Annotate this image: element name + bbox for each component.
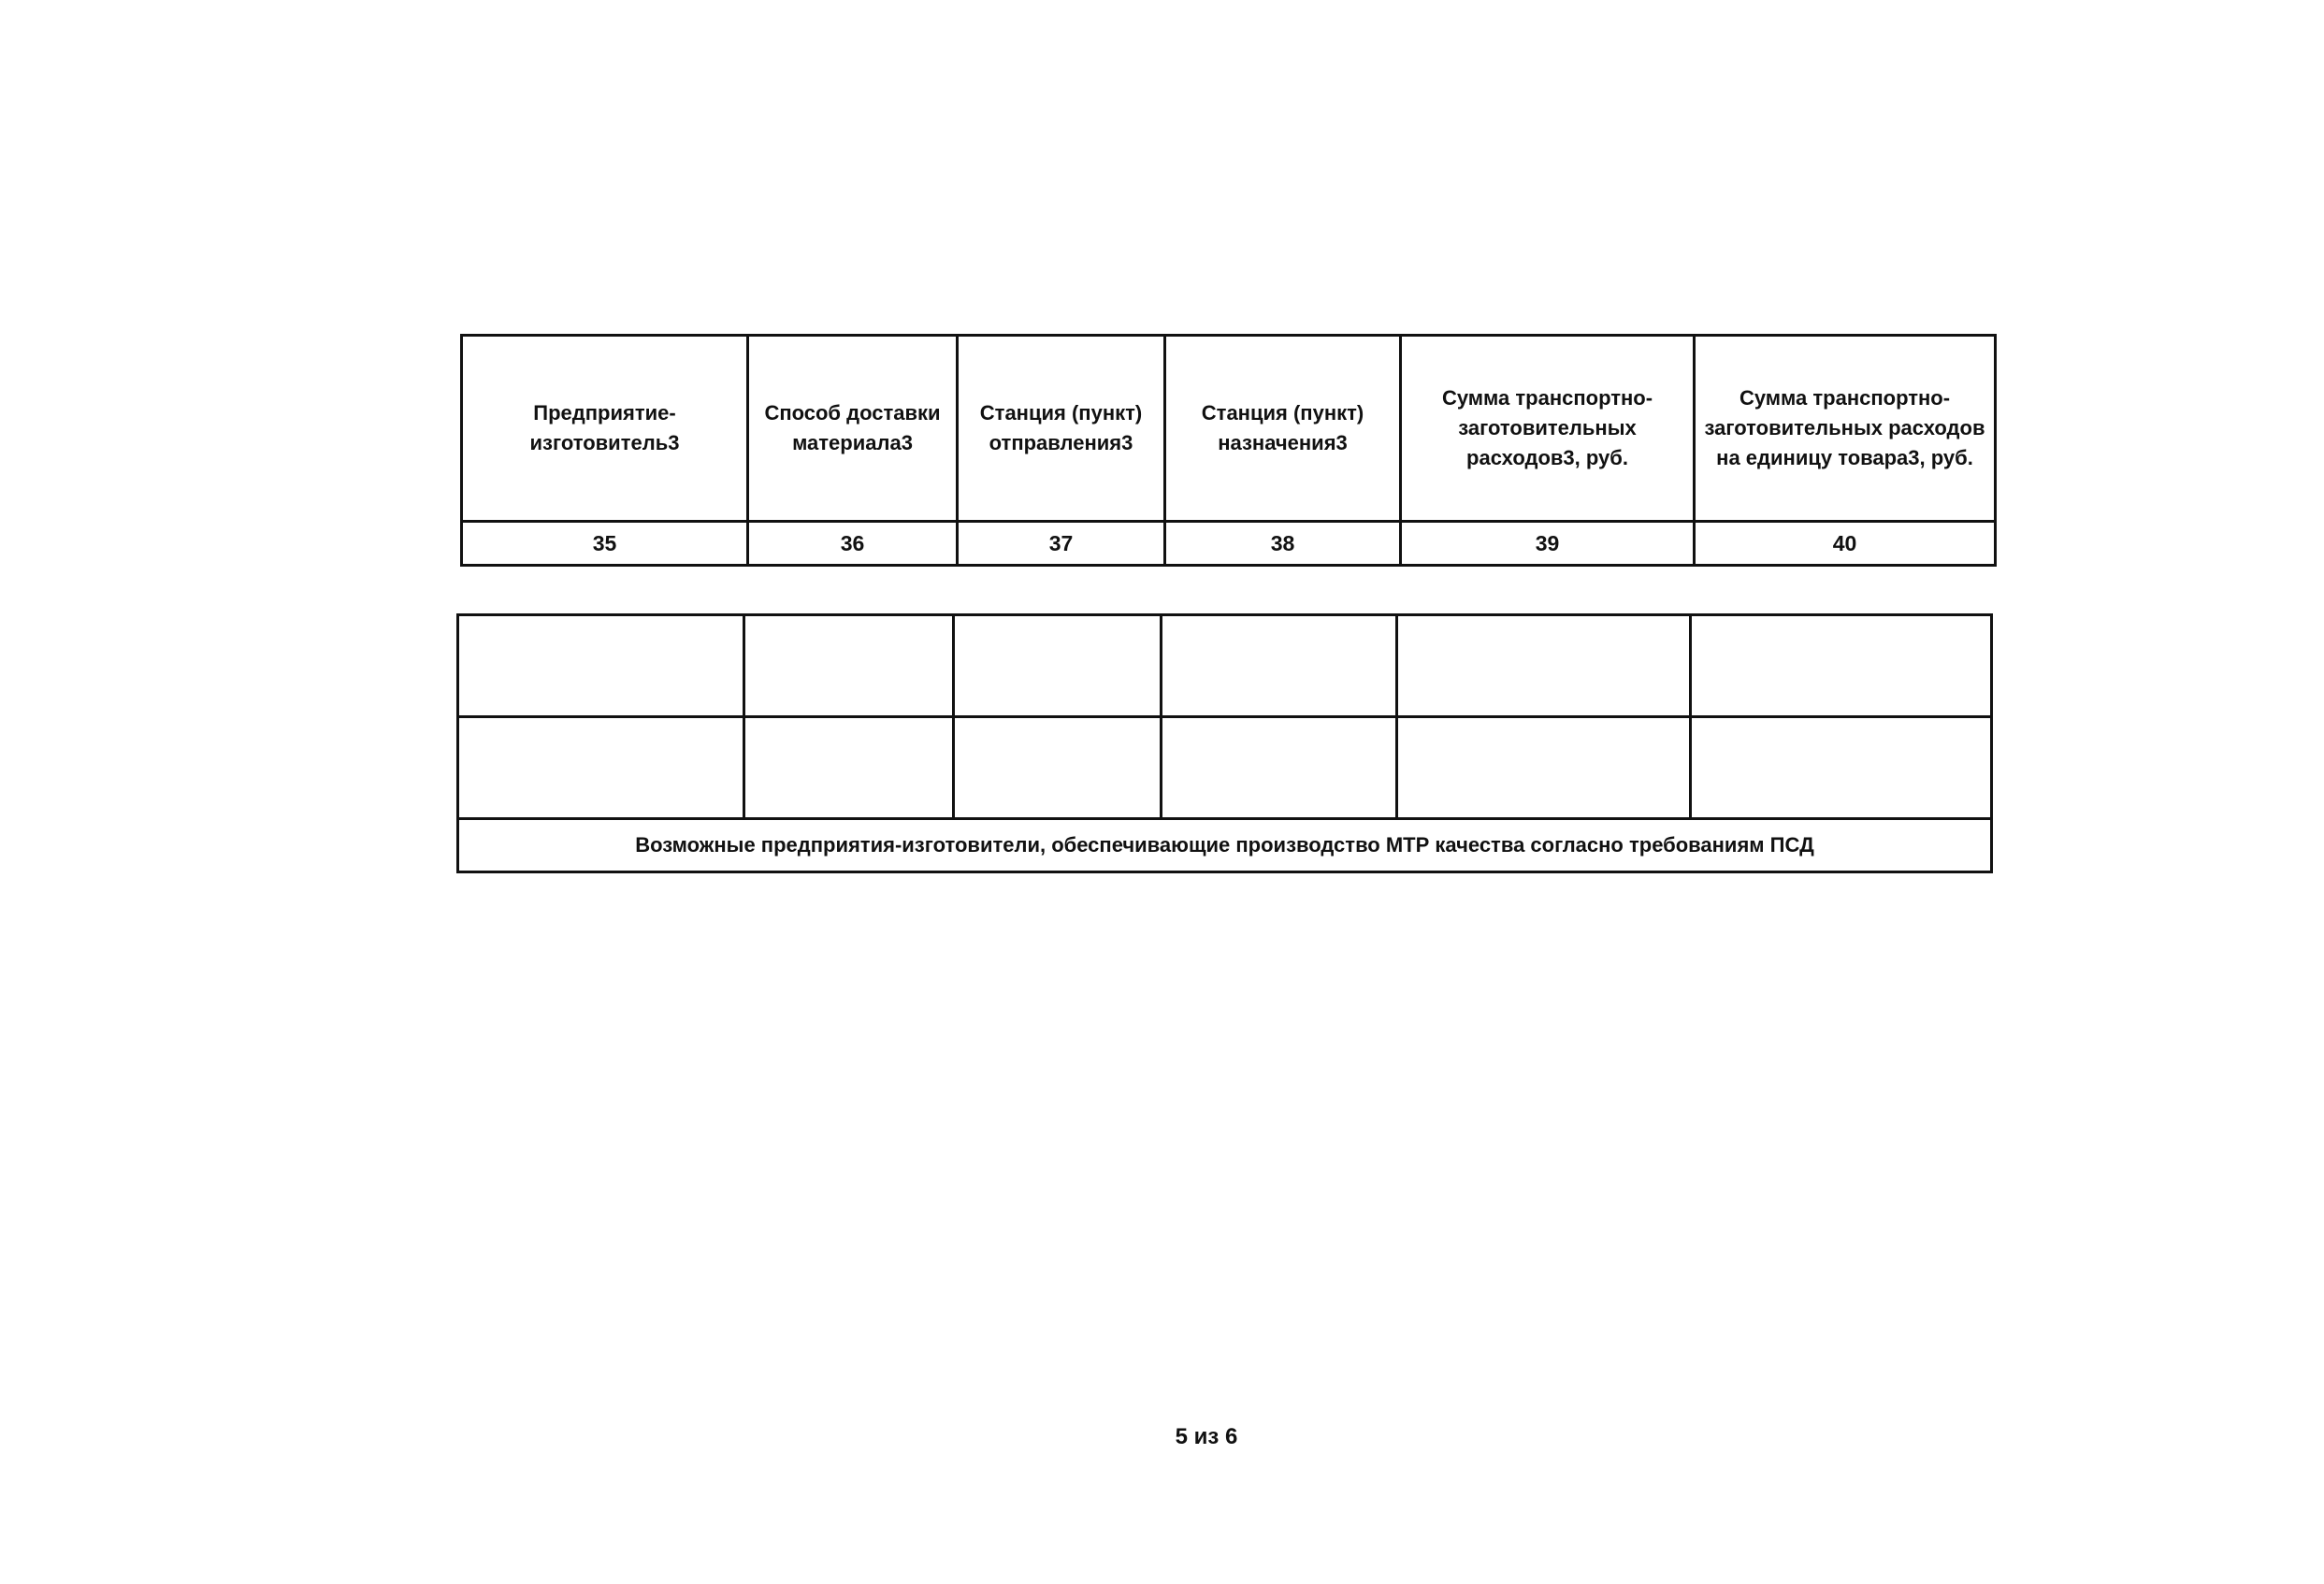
table-cell — [458, 717, 744, 819]
column-number-row — [462, 522, 1996, 566]
column-number: 38 — [1165, 522, 1401, 566]
page-number: 5 из 6 — [1175, 1424, 1238, 1449]
table-cell — [458, 615, 744, 717]
table-cell — [744, 615, 954, 717]
table-cell — [744, 717, 954, 819]
header-cell-manufacturer: Предприятие-изготовитель3 — [462, 336, 748, 522]
header-table — [460, 334, 1997, 567]
table-cell — [1397, 717, 1691, 819]
header-cell-destination-station: Станция (пункт) назначения3 — [1165, 336, 1401, 522]
header-row — [462, 336, 1996, 522]
column-number: 40 — [1695, 522, 1996, 566]
table-row — [458, 615, 1992, 717]
table-cell — [1397, 615, 1691, 717]
table-cell — [1691, 615, 1992, 717]
column-number: 37 — [958, 522, 1165, 566]
table-cell — [1691, 717, 1992, 819]
table-footnote: Возможные предприятия-изготовители, обеспечивающие производство МТР качества согласно требованиям ПСД — [458, 819, 1992, 872]
table-cell — [954, 717, 1162, 819]
data-table — [456, 613, 1993, 873]
table-cell — [954, 615, 1162, 717]
table-cell — [1162, 717, 1397, 819]
header-cell-transport-costs-per-unit: Сумма транспортно-заготовительных расходов на единицу товара3, руб. — [1695, 336, 1996, 522]
column-number: 36 — [748, 522, 958, 566]
column-number: 39 — [1401, 522, 1695, 566]
header-cell-transport-costs-total: Сумма транспортно-заготовительных расходов3, руб. — [1401, 336, 1695, 522]
footnote-row — [458, 819, 1992, 872]
table-cell — [1162, 615, 1397, 717]
header-cell-delivery-method: Способ доставки материала3 — [748, 336, 958, 522]
column-number: 35 — [462, 522, 748, 566]
header-cell-departure-station: Станция (пункт) отправления3 — [958, 336, 1165, 522]
table-row — [458, 717, 1992, 819]
